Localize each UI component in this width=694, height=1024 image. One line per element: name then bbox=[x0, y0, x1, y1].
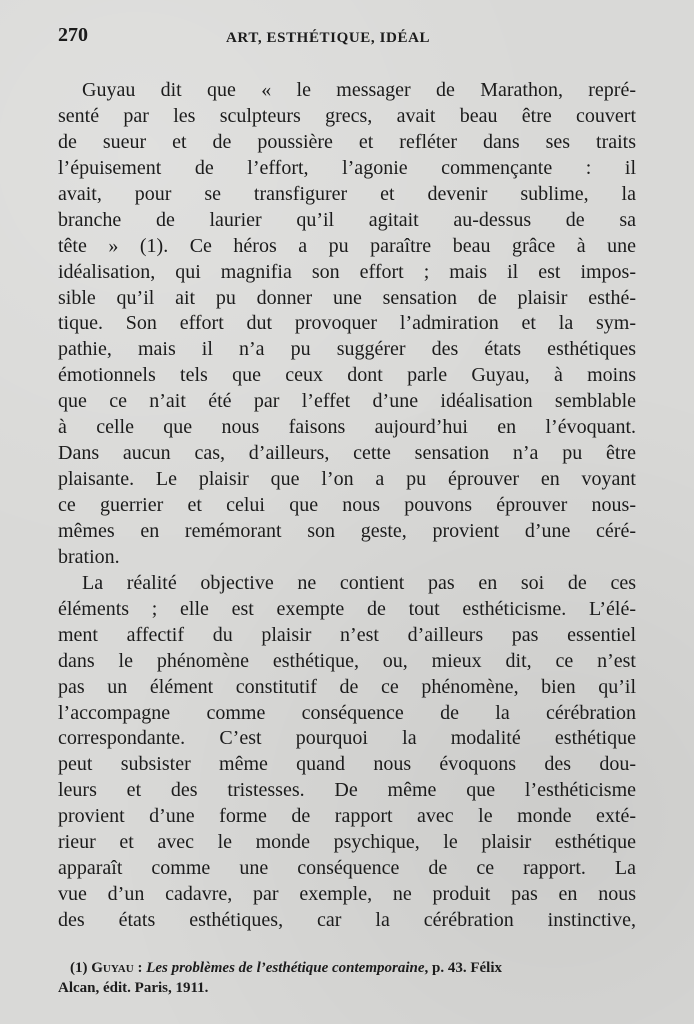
text-line: à celle que nous faisons aujourd’hui en l’évoquant. bbox=[58, 416, 636, 439]
text-line: plaisante. Le plaisir que l’on a pu éprouver en voyant bbox=[58, 468, 636, 491]
footnote-marker: (1) bbox=[70, 960, 88, 976]
text-line: dans le phénomène esthétique, ou, mieux dit, ce n’est bbox=[58, 649, 636, 672]
text-line: Dans aucun cas, d’ailleurs, cette sensation n’a pu être bbox=[58, 442, 636, 465]
text-line: l’épuisement de l’effort, l’agonie commençante : il bbox=[58, 156, 636, 179]
text-line: bration. bbox=[58, 545, 120, 568]
text-line: La réalité objective ne contient pas en soi de ces bbox=[82, 571, 636, 594]
footnote-details: , p. 43. Félix bbox=[424, 960, 502, 976]
text-line: l’accompagne comme conséquence de la cérébration bbox=[58, 701, 636, 724]
page-number: 270 bbox=[58, 24, 88, 46]
text-line: sible qu’il ait pu donner une sensation de plaisir esthé- bbox=[58, 286, 636, 309]
text-line: senté par les sculpteurs grecs, avait beau être couvert bbox=[58, 104, 636, 127]
text-line: ce guerrier et celui que nous pouvons éprouver nous- bbox=[58, 494, 636, 516]
text-line: peut subsister même quand nous évoquons des dou- bbox=[58, 753, 636, 776]
body-text bbox=[58, 78, 636, 934]
footnote-title: Les problèmes de l’esthétique contemporaine bbox=[146, 960, 425, 976]
text-line: émotionnels tels que ceux dont parle Guyau, à moins bbox=[58, 364, 636, 387]
text-line: éléments ; elle est exempte de tout esthéticisme. L’élé- bbox=[58, 597, 636, 620]
text-line: des états esthétiques, car la cérébration instinctive, bbox=[58, 909, 636, 931]
text-line: tique. Son effort dut provoquer l’admiration et la sym- bbox=[58, 312, 636, 335]
page-header bbox=[58, 24, 636, 50]
footnote-line: Alcan, édit. Paris, 1911. bbox=[58, 980, 209, 996]
text-line: avait, pour se transfigurer et devenir sublime, la bbox=[58, 182, 636, 205]
text-line: Guyau dit que « le messager de Marathon, repré- bbox=[82, 79, 636, 101]
text-line: apparaît comme une conséquence de ce rapport. La bbox=[58, 857, 636, 880]
text-line: pathie, mais il n’a pu suggérer des états esthétiques bbox=[58, 338, 636, 361]
text-line: que ce n’ait été par l’effet d’une idéalisation semblable bbox=[58, 390, 636, 413]
text-line: mêmes en remémorant son geste, provient d’une céré- bbox=[58, 519, 636, 542]
text-line: rieur et avec le monde psychique, le plaisir esthétique bbox=[58, 831, 636, 854]
text-line: de sueur et de poussière et refléter dans ses traits bbox=[58, 130, 636, 153]
footnote-author: Guyau bbox=[91, 960, 134, 976]
text-line: tête » (1). Ce héros a pu paraître beau grâce à une bbox=[58, 234, 636, 257]
running-head: ART, ESTHÉTIQUE, IDÉAL bbox=[226, 30, 431, 46]
text-line: correspondante. C’est pourquoi la modalité esthétique bbox=[58, 727, 636, 750]
footnote-line bbox=[58, 958, 636, 978]
text-line: provient d’une forme de rapport avec le monde exté- bbox=[58, 805, 636, 828]
text-line: leurs et des tristesses. De même que l’esthéticisme bbox=[58, 779, 636, 802]
text-line: pas un élément constitutif de ce phénomène, bien qu’il bbox=[58, 675, 636, 698]
text-line: vue d’un cadavre, par exemple, ne produit pas en nous bbox=[58, 883, 636, 906]
footnote-separator: : bbox=[133, 960, 147, 976]
text-line: idéalisation, qui magnifia son effort ; mais il est impos- bbox=[58, 260, 636, 283]
text-line: branche de laurier qu’il agitait au-dessus de sa bbox=[58, 208, 636, 231]
footnote bbox=[58, 958, 636, 998]
text-line: ment affectif du plaisir n’est d’ailleurs pas essentiel bbox=[58, 623, 636, 646]
